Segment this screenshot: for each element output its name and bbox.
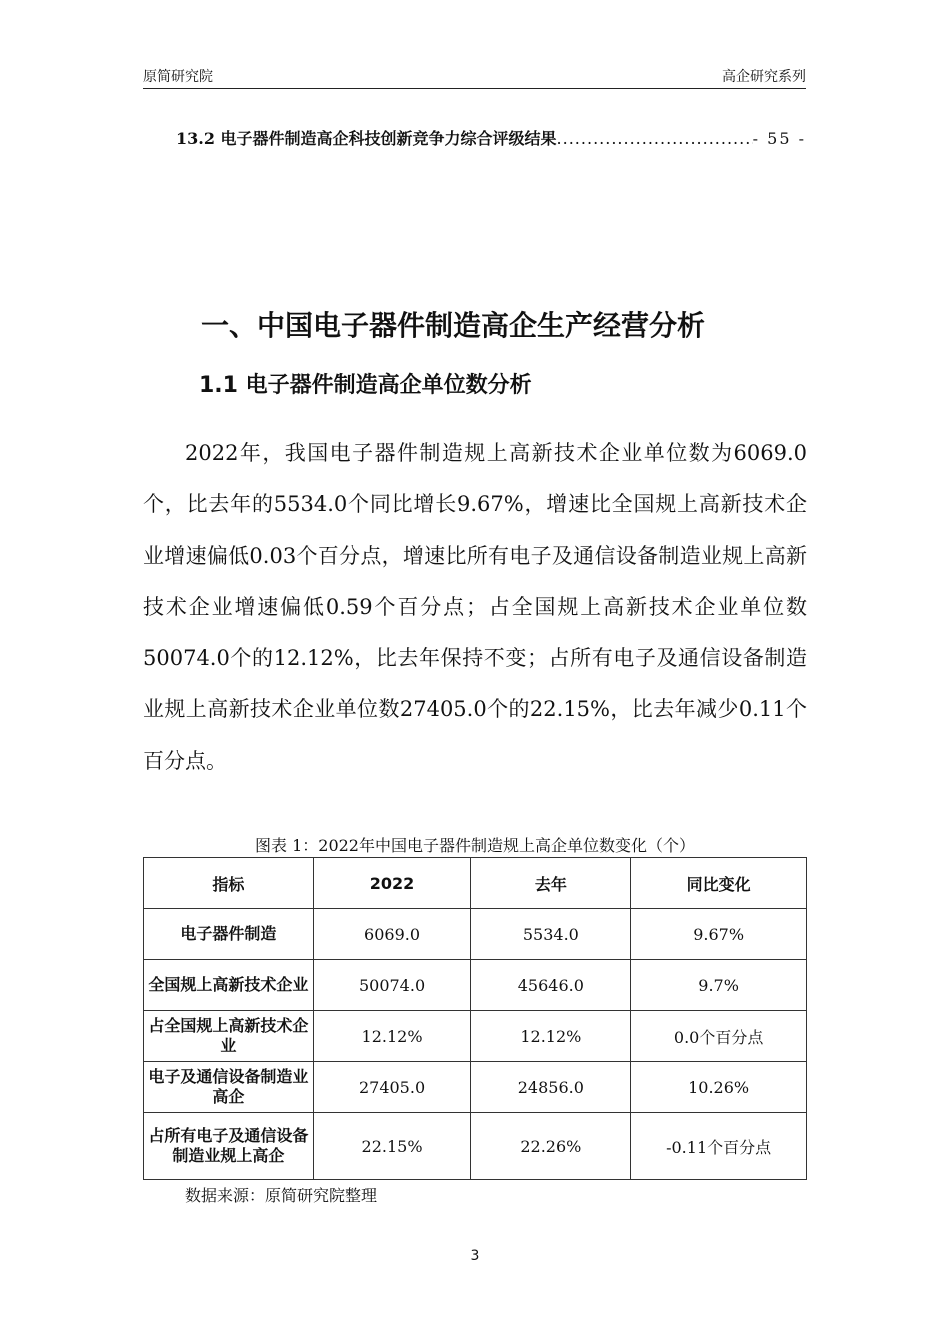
table-cell: 22.15%	[313, 1113, 471, 1180]
table-cell: -0.11个百分点	[631, 1113, 807, 1180]
table-cell: 22.26%	[471, 1113, 631, 1180]
table-cell: 27405.0	[313, 1062, 471, 1113]
header-divider	[143, 88, 806, 89]
table-row	[144, 960, 807, 1011]
table-caption: 图表 1：2022年中国电子器件制造规上高企单位数变化（个）	[255, 836, 695, 855]
data-table	[143, 857, 807, 1180]
toc-entry[interactable]	[176, 126, 806, 150]
header-left-title: 原简研究院	[143, 69, 213, 85]
page-number: 3	[470, 1248, 480, 1264]
table-cell: 0.0个百分点	[631, 1011, 807, 1062]
table-row	[144, 1011, 807, 1062]
section-title: 一、中国电子器件制造高企生产经营分析	[201, 309, 706, 342]
table-row-label: 电子及通信设备制造业高企	[144, 1062, 314, 1113]
toc-entry-title: 13.2 电子器件制造高企科技创新竞争力综合评级结果	[176, 129, 557, 148]
toc-page-number: - 55 -	[752, 129, 806, 148]
table-row	[144, 909, 807, 960]
table-header-row	[144, 858, 807, 909]
body-paragraph: 2022年，我国电子器件制造规上高新技术企业单位数为6069.0个，比去年的5534.0个同比增长9.67%，增速比全国规上高新技术企业增速偏低0.03个百分点，增速比所有电子及通信设备制造业规上高新技术企业增速偏低0.59个百分点；占全国规上高新技术企业单位数50074.0个的12.12%，比去年保持不变；占所有电子及通信设备制造业规上高新技术企业单位数27405.0个的22.15%，比去年减少0.11个百分点。	[143, 441, 807, 773]
table-row-label: 占所有电子及通信设备制造业规上高企	[144, 1113, 314, 1180]
table-row-label: 全国规上高新技术企业	[144, 960, 314, 1011]
table-cell: 6069.0	[313, 909, 471, 960]
subsection-title: 1.1 电子器件制造高企单位数分析	[199, 373, 532, 398]
table-cell: 50074.0	[313, 960, 471, 1011]
table-header-cell: 指标	[144, 858, 314, 909]
table-row	[144, 1062, 807, 1113]
table-cell: 9.7%	[631, 960, 807, 1011]
header-right-title: 高企研究系列	[722, 69, 806, 85]
table-header-cell: 去年	[471, 858, 631, 909]
toc-leader-dots	[557, 129, 753, 148]
table-row	[144, 1113, 807, 1180]
table-cell: 9.67%	[631, 909, 807, 960]
table-row-label: 占全国规上高新技术企业	[144, 1011, 314, 1062]
table-source-note: 数据来源：原简研究院整理	[185, 1186, 378, 1205]
table-cell: 10.26%	[631, 1062, 807, 1113]
table-cell: 5534.0	[471, 909, 631, 960]
table-header-cell: 同比变化	[631, 858, 807, 909]
table-cell: 12.12%	[471, 1011, 631, 1062]
table-header-cell: 2022	[313, 858, 471, 909]
table-cell: 12.12%	[313, 1011, 471, 1062]
table-row-label: 电子器件制造	[144, 909, 314, 960]
table-cell: 24856.0	[471, 1062, 631, 1113]
table-cell: 45646.0	[471, 960, 631, 1011]
